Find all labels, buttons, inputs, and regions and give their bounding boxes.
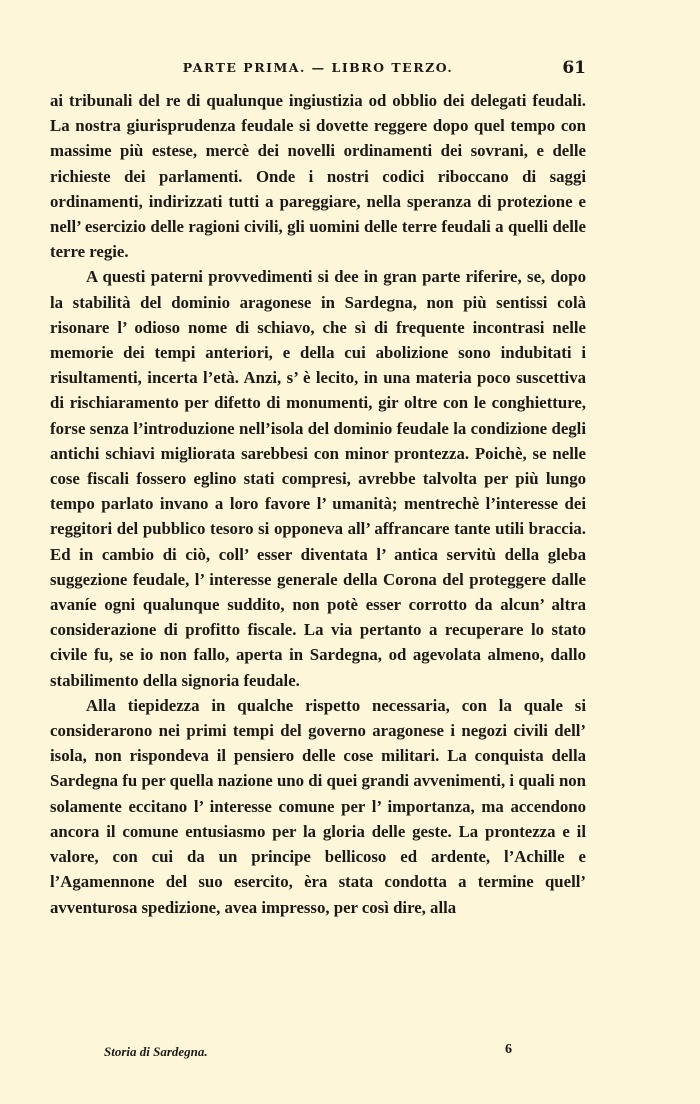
paragraph: ai tribunali del re di qualunque ingiustizia od obblio dei delegati feudali. La nostra giurisprudenza feudale si dovette reggere dopo quel tempo con massime più estese, mercè dei novelli ordinamenti dei sovrani, e delle richieste dei parlamenti. Onde i nostri codici riboccano di saggi ordinamenti, indirizzati tutti a pareggiare, nella speranza di protezione e nell’ esercizio delle ragioni civili, gli uomini delle terre feudali a quelli delle terre regie. — [50, 91, 586, 262]
running-head-title: PARTE PRIMA. — LIBRO TERZO. — [182, 60, 454, 75]
page-footer — [52, 1040, 522, 1064]
body-text — [50, 88, 586, 920]
page-number: 61 — [562, 58, 586, 78]
running-head — [50, 56, 586, 80]
signature-mark: 6 — [505, 1042, 512, 1057]
footer-book-title: Storia di Sardegna. — [104, 1044, 208, 1059]
paragraph: A questi paterni provvedimenti si dee in gran parte riferire, se, dopo la stabilità del dominio aragonese in Sardegna, non più sentissi colà risonare l’ odioso nome di schiavo, che sì di frequente incontrasi nelle memorie dei tempi anteriori, e della cui abolizione sono indubitati i risultamenti, incerta l’età. Anzi, s’ è lecito, in una materia poco suscettiva di rischiaramento per difetto di monumenti, gir oltre con le conghietture, forse senza l’introduzione nell’isola del dominio feudale la condizione degli antichi schiavi migliorata sarebbesi con minor prontezza. Poichè, se nelle cose fiscali fossero eglino stati compresi, avrebbe talvolta per più lungo tempo parlato invano a loro favore l’ umanità; mentrechè l’interesse dei reggitori del pubblico tesoro si opponeva all’ affrancare tante utili braccia. Ed in cambio di ciò, coll’ esser diventata l’ antica servitù della gleba suggezione feudale, l’ interesse generale della Corona del proteggere dalle avaníe ogni qualunque suddito, non potè esser corrotto da alcun’ altra considerazione di profitto fiscale. La via pertanto a recuperare lo stato civile fu, se io non fallo, aperta in Sardegna, od agevolata almeno, dallo stabilimento della signoria feudale. — [50, 267, 586, 690]
paragraph: Alla tiepidezza in qualche rispetto necessaria, con la quale si considerarono nei primi tempi del governo aragonese i negozi civili dell’ isola, non rispondeva il pensiero delle cose militari. La conquista della Sardegna fu per quella nazione uno di quei grandi avvenimenti, i quali non solamente eccitano l’ interesse comune per l’ importanza, ma accendono ancora il comune entusiasmo per la gloria delle geste. La prontezza e il valore, con cui da un principe bellicoso ed ardente, l’Achille e l’Agamennone del suo esercito, èra stata condotta a termine quell’ avventurosa spedizione, avea impresso, per così dire, alla — [50, 695, 586, 917]
book-page — [50, 56, 586, 920]
